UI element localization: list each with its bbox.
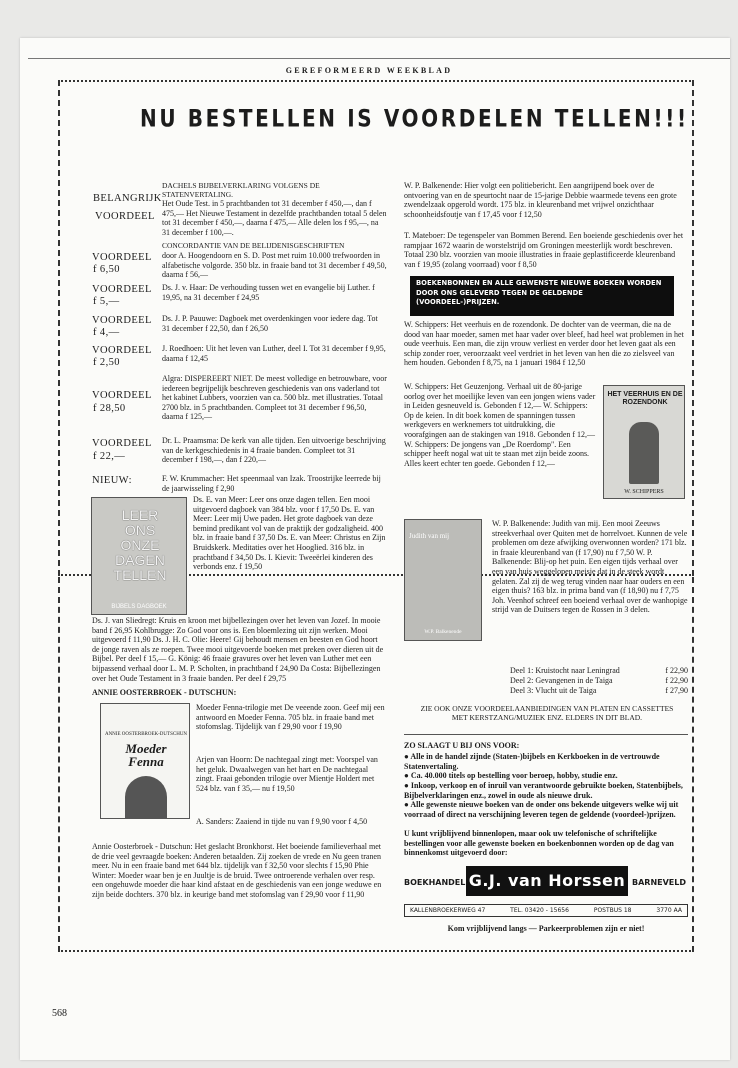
slaagt-heading: ZO SLAAGT U BIJ ONS VOOR: bbox=[404, 741, 520, 750]
arjen-text: Arjen van Hoorn: De nachtegaal zingt met: Voorspel van het geluk. Dwaalwegen van het hart en De nachtegaal zingt. Fraai gebonden trilogie over Mientje Holdert met 524 blz. van f 35,— nu f 19,50 bbox=[196, 755, 378, 793]
label-price: f 22,— bbox=[93, 451, 126, 462]
shop-label: BOEKHANDEL bbox=[404, 878, 466, 887]
concordantie-title: CONCORDANTIE VAN DE BELIJDENISGESCHRIFTEN bbox=[162, 241, 345, 250]
figure-icon bbox=[629, 422, 659, 484]
shop-logo: G.J. van Horssen bbox=[466, 866, 628, 896]
cover-author: W. SCHIPPERS bbox=[624, 489, 664, 495]
cover-title: HET VEERHUIS EN DE ROZENDONK bbox=[607, 391, 683, 406]
label-price: f 2,50 bbox=[93, 357, 120, 368]
cover-title: LEER ONS ONZE DAGEN TELLEN bbox=[113, 507, 167, 583]
deel-row: Deel 3: Vlucht uit de Taiga f 27,90 bbox=[510, 686, 688, 695]
dachels-text: Het Oude Test. in 5 prachtbanden tot 31 december f 450,—, dan f 475,— Het Nieuwe Testament in dezelfde prachtbanden totaal 5 delen tot 31 december f 450,—, daarna f 475,— Alle delen los f 95,—, na 31 december f 100,—. bbox=[162, 199, 387, 237]
bookvoucher-banner: BOEKENBONNEN EN ALLE GEWENSTE NIEUWE BOEKEN WORDEN DOOR ONS GELEVERD TEGEN DE GELDENDE (VOORDEEL-)PRIJZEN. bbox=[410, 276, 674, 316]
slaagt-item: ● Alle in de handel zijnde (Staten-)bijbels en Kerkboeken in de vertrouwde Statenvertaling. bbox=[404, 752, 660, 771]
label-voordeel: VOORDEEL bbox=[92, 252, 152, 263]
headline: NU BESTELLEN IS VOORDELEN TELLEN!!! bbox=[140, 103, 689, 133]
schippers-text: W. Schippers: Het veerhuis en de rozendonk. De dochter van de veerman, die na de dood van haar moeder, samen met haar vader over bleef, had heel wat problemen in het oude veerhuis. Een man, die zijn vrouw verliest en verder door het leven gaat als een schip zonder roer, veroorzaakt veel verdriet in het leven van hen die zo zielsveel van hem houden. Gebonden f 8,75, na 1 januari 1984 f 12,50 bbox=[404, 320, 684, 368]
fenna-text: Moeder Fenna-trilogie met De veeende zoon. Geef mij een antwoord en Moeder Fenna. 705 blz. in fraaie band met stofomslag. Tijdelijk van f 29,90 voor f 19,90 bbox=[196, 703, 385, 732]
label-voordeel: VOORDEEL bbox=[92, 315, 152, 326]
roedhoen-text: J. Roedhoen: Uit het leven van Luther, deel I. Tot 31 december f 9,95, daarna f 12,45 bbox=[162, 344, 386, 363]
page-header: GEREFORMEERD WEEKBLAD bbox=[285, 66, 453, 75]
book-cover-moeder-fenna bbox=[100, 703, 190, 819]
deel-row: Deel 2: Gevangenen in de Taiga f 22,90 bbox=[510, 676, 688, 685]
label-price: f 28,50 bbox=[93, 403, 126, 414]
portrait-icon bbox=[125, 776, 167, 818]
concordantie-text: door A. Hoogendoorn en S. D. Post met ruim 10.000 trefwoorden in alfabetische volgorde. 350 blz. in fraaie band tot 31 december f 49,50, daarna f 56,— bbox=[162, 251, 387, 280]
footer-note: Kom vrijblijvend langs — Parkeerproblemen zijn er niet! bbox=[447, 924, 645, 933]
krummacher-text: F. W. Krummacher: Het speenmaal van Izak. Troostrijke leerrede bij de jaarwisseling f 2,90 bbox=[162, 474, 381, 493]
sanders-text: A. Sanders: Zaaiend in tijde nu van f 9,90 voor f 4,50 bbox=[196, 817, 368, 826]
judith-text: W. P. Balkenende: Judith van mij. Een mooi Zeeuws streekverhaal over Quiten met de horrelvoet. Kunnen de vele problemen om deze afwijking overwonnen worden? 171 blz. in fraaie kleurenband van (f 17,90) nu f 7,50 W. P. Balkenende: Blij-op het puin. Een eigen tijds verhaal over een van huis weggelopen meisje dat in de steek wordt gelaten. Zal zij de weg terug vinden naar haar ouders en een eigen thuis? 163 blz. in prima band van (f 18,90) nu f 7,75 Joh. Veenhof schreef een boeiend verhaal over de wanhopige strijd van de Duitsers tegen de Rossen in 3 delen. bbox=[492, 519, 688, 615]
deel-row: Deel 1: Kruistocht naar Leningrad f 22,90 bbox=[510, 666, 688, 675]
slaagt-item: ● Inkoop, verkoop en of inruil van verantwoorde gebruikte boeken, Statenbijbels, Bijbelverklaringen enz., zowel in oude als nieuwe druk. bbox=[404, 781, 683, 800]
schippers-more-text: W. Schippers: Het Geuzenjong. Verhaal uit de 80-jarige oorlog over het moeilijke leven van een jongen wiens vader in Leiden gesneuveld is. Gebonden f 12,— W. Schippers: Op de keien. In dit boek komen de spanningen tussen werkgevers en werknemers tot uitdrukking, die voorafgingen aan de stakingen van 1918. Gebonden f 12,— W. Schippers: De jongens van „De Roerdomp". Een schipper heeft nogal wat uit te staan met zijn beide zoons. Alles keert echter ten goede. Gebonden f 12,— bbox=[404, 382, 596, 468]
zie-ook-notice: ZIE OOK ONZE VOORDEELAANBIEDINGEN VAN PLATEN EN CASSETTES MET KERSTZANG/MUZIEK ENZ. ELDERS IN DIT BLAD. bbox=[420, 704, 674, 722]
dachels-title: DACHELS BIJBELVERKLARING VOLGENS DE STATENVERTALING. bbox=[162, 181, 320, 199]
cover-title: Moeder Fenna bbox=[125, 741, 167, 769]
label-voordeel: VOORDEEL bbox=[92, 390, 152, 401]
cover-footer: BIJBELS DAGBOEK bbox=[111, 604, 167, 610]
haar-text: Ds. J. v. Haar: De verhouding tussen wet en evangelie bij Luther. f 19,95, na 31 december f 24,95 bbox=[162, 283, 375, 302]
bronkhorst-text: Annie Oosterbroek - Dutschun: Het geslacht Bronkhorst. Het boeiende familieverhaal met de drie veel gevraagde boeken: Anderen betaalden. Zij zoeken de vrede en Nu geen tranen meer. Nu in een fraaie band met 644 blz. tijdelijk van f 32,50 voor slechts f 15,90 Phie Winter: Moeder waar ben je en Juultje is de bruid. Twee ontroerende verhalen over resp. een ongehuwde moeder die haar kind afstaat en de geschiedenis van een jonge weduwe en zijn beide dochters. 370 blz. in keurige band met stofomslag van f 29,90 voor f 11,90 bbox=[92, 842, 382, 899]
label-voordeel: VOORDEEL bbox=[95, 211, 155, 222]
book-cover-veerhuis bbox=[603, 385, 685, 499]
annie-heading: ANNIE OOSTERBROEK - DUTSCHUN: bbox=[92, 688, 237, 697]
label-price: f 4,— bbox=[93, 327, 120, 338]
book-cover-judith bbox=[404, 519, 482, 641]
divider bbox=[404, 734, 688, 735]
label-belangrijk: BELANGRIJK bbox=[93, 193, 162, 204]
shop-city: BARNEVELD bbox=[632, 878, 687, 887]
page-number: 568 bbox=[52, 1008, 67, 1019]
balkenende-text: W. P. Balkenende: Hier volgt een politiebericht. Een aangrijpend boek over de ontvoering van en de speurtocht naar de 15-jarige Debbie waarmede tevens een grote zwendelzaak opgerold wordt. 175 blz. in kleurenband met vrijwel onzichthaar schoonheidsfoutje van f 17,45 voor f 12,50 bbox=[404, 181, 677, 219]
algra-text: Algra: DISPEREERT NIET. De meest volledige en betrouwbare, voor iedereen begrijpelijk beschreven geschiedenis van ons vaderland tot het kabinet Lubbers, voorzien van ca. 500 blz. met illustraties. Totaal 2700 blz. in 5 prachtbanden. Compleet tot 31 december f 96,50, daarna f 125,— bbox=[162, 374, 387, 422]
label-voordeel: VOORDEEL bbox=[92, 345, 152, 356]
top-rule bbox=[28, 58, 730, 59]
book-cover-leer-ons bbox=[91, 497, 187, 615]
sliedregt-text: Ds. J. van Sliedregt: Kruis en kroon met bijbellezingen over het leven van Jozef. In mooie band f 26,95 Kohlbrugge: Zo God voor ons is. Een bloemlezing uit zijn werken. Mooi uitgevoerd f 11,90 Ds. J. H. C. Olie: Heere! Gij behoudt mensen en beesten en God hoort de jonge raven als ze roepen. Twee mooi uitgevoerde boeken met preken over dieren uit de Bijbel. Per deel f 15,— G. König: 46 fraaie gravures over het leven van Luther met een bijpassend verhaal door L. M. P. Scholten, in prachtband f 24,90 Da Costa: Bijbellezingen over het Oude Testament in 3 fraaie banden. Per deel f 29,75 bbox=[92, 616, 384, 683]
label-voordeel: VOORDEEL bbox=[92, 438, 152, 449]
label-price: f 6,50 bbox=[93, 264, 120, 275]
cover-author: W.P. Balkenende bbox=[424, 629, 462, 635]
slaagt-item: ● Ca. 40.000 titels op bestelling voor beroep, hobby, studie enz. bbox=[404, 771, 618, 780]
cover-author: ANNIE OOSTERBROEK-DUTSCHUN bbox=[104, 732, 188, 737]
pauuwe-text: Ds. J. P. Pauuwe: Dagboek met overdenkingen voor iedere dag. Tot 31 december f 22,50, dan f 26,50 bbox=[162, 314, 378, 333]
label-price: f 5,— bbox=[93, 296, 120, 307]
label-nieuw: NIEUW: bbox=[92, 475, 132, 486]
closing-text: U kunt vrijblijvend binnenlopen, maar ook uw telefonische of schriftelijke bestellingen voor alle gewenste boeken en boekenbonnen worden op de dag van binnenkomst uitgevoerd door: bbox=[404, 829, 674, 858]
slaagt-item: ● Alle gewenste nieuwe boeken van de onder ons bekende uitgevers welke wij uit voorraad of direct na verschijning leveren tegen de geldende (voordeel-)prijzen. bbox=[404, 800, 679, 819]
meer-text: Ds. E. van Meer: Leer ons onze dagen tellen. Een mooi uitgevoerd dagboek van 384 blz. voor f 17,50 Ds. E. van Meer: Leer mij Uwe paden. Het grote dagboek van deze bemind predikant vol van de praktijk der godzaligheid. 400 blz. in fraaie band f 37,50 Ds. E. van Meer: Christus en Zijn Bruidskerk. Meditaties over het Hooglied. 316 blz. in prachtband f 34,50 Ds. I. Kievit: Tweeërlei kinderen des verbonds enz. f 19,50 bbox=[193, 495, 386, 572]
shop-address: KALLENBROEKERWEG 47 TEL. 03420 - 15656 POSTBUS 18 3770 AA bbox=[404, 904, 688, 917]
mateboer-text: T. Mateboer: De tegenspeler van Bommen Berend. Een boeiende geschiedenis over het rampjaar 1672 waarin de worstelstrijd om Groningen meesterlijk wordt beschreven. Totaal 230 blz. voorzien van mooie illustraties in fraaie geplastificeerde kleurenband van f 19,95 (zolang voorraad) voor f 8,50 bbox=[404, 231, 684, 269]
praamsma-text: Dr. L. Praamsma: De kerk van alle tijden. Een uitvoerige beschrijving van de kerkgeschiedenis in 4 fraaie banden. Compleet tot 31 december f 198,—, dan f 220,— bbox=[162, 436, 386, 465]
cover-title: Judith van mij bbox=[409, 532, 450, 540]
label-voordeel: VOORDEEL bbox=[92, 284, 152, 295]
